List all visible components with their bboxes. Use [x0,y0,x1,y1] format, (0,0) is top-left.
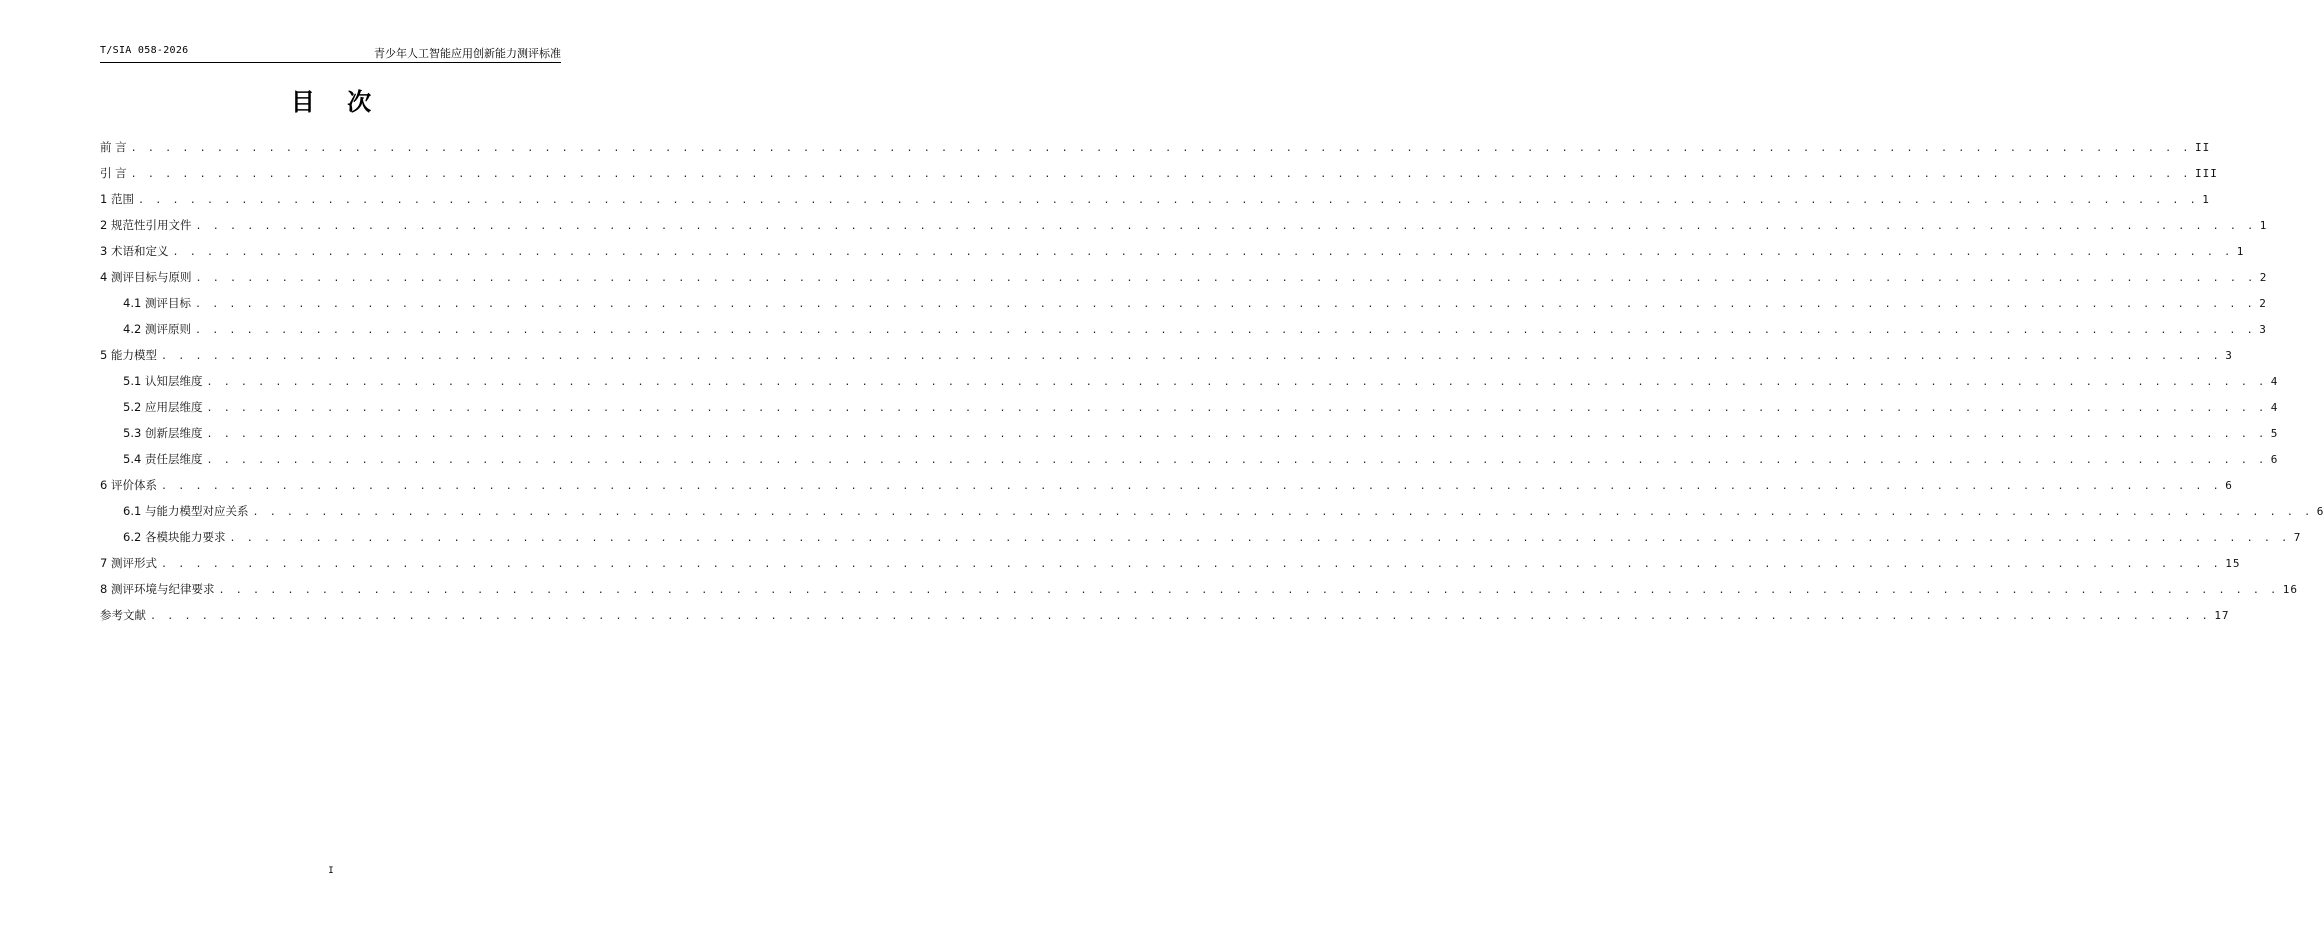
toc-entry-label: 5.4 责任层维度 [123,452,203,466]
page-header [100,44,561,63]
toc-entry-label: 5.2 应用层维度 [123,400,203,414]
toc-entry-label: 6 评价体系 [100,478,157,492]
toc-entry-label: 2 规范性引用文件 [100,218,192,232]
toc-entry-page: 5 [2270,427,2279,440]
toc-entry-label: 5 能力模型 [100,348,157,362]
toc-dot-leader: . . . . . . . . . . . . . . . . . . . . . . . . . . . . . . . . . . . . . . . . . . . . . . . . . . . . . . . . . . . . . . . . . . . . . . . . . . . . . . . . . . . . . . . . . . . . . . . . . . . . . . . . . . . . . . . . . . . . . . . . [160,559,2222,570]
toc-entry-label: 前 言 [100,140,127,154]
standard-title: 青少年人工智能应用创新能力测评标准 [374,47,561,60]
toc-dot-leader: . . . . . . . . . . . . . . . . . . . . . . . . . . . . . . . . . . . . . . . . . . . . . . . . . . . . . . . . . . . . . . . . . . . . . . . . . . . . . . . . . . . . . . . . . . . . . . . . . . . . . . . . . . . . . . . . . . . . . . . . [194,299,2256,310]
toc-entry[interactable] [100,550,2241,576]
toc-entry[interactable] [100,472,2233,498]
toc-entry-label: 6.1 与能力模型对应关系 [123,504,249,518]
toc-entry[interactable] [100,238,2245,264]
toc-dot-leader: . . . . . . . . . . . . . . . . . . . . . . . . . . . . . . . . . . . . . . . . . . . . . . . . . . . . . . . . . . . . . . . . . . . . . . . . . . . . . . . . . . . . . . . . . . . . . . . . . . . . . . . . . . . . . . . . . . . . . . . . [150,611,2211,622]
toc-dot-leader: . . . . . . . . . . . . . . . . . . . . . . . . . . . . . . . . . . . . . . . . . . . . . . . . . . . . . . . . . . . . . . . . . . . . . . . . . . . . . . . . . . . . . . . . . . . . . . . . . . . . . . . . . . . . . . . . . . . . . . . . [195,273,2256,284]
toc-entry[interactable] [100,264,2268,290]
toc-title: 目 次 [290,88,384,116]
toc-entry[interactable] [100,212,2268,238]
toc-dot-leader: . . . . . . . . . . . . . . . . . . . . . . . . . . . . . . . . . . . . . . . . . . . . . . . . . . . . . . . . . . . . . . . . . . . . . . . . . . . . . . . . . . . . . . . . . . . . . . . . . . . . . . . . . . . . . . . . . . . . . . . . [160,481,2222,492]
toc-entry[interactable] [100,342,2233,368]
toc-entry-page: 3 [2259,323,2267,336]
standard-code: T/SIA 058-2026 [100,45,189,56]
toc-entry-label: 引 言 [100,166,127,180]
toc-entry[interactable] [100,368,2279,394]
page-number: I [328,866,334,876]
toc-dot-leader: . . . . . . . . . . . . . . . . . . . . . . . . . . . . . . . . . . . . . . . . . . . . . . . . . . . . . . . . . . . . . . . . . . . . . . . . . . . . . . . . . . . . . . . . . . . . . . . . . . . . . . . . . . . . . . . . . . . . . . . . [206,429,2267,440]
toc-entry-page: 1 [2259,219,2268,232]
toc-entry-label: 3 术语和定义 [100,244,169,258]
toc-dot-leader: . . . . . . . . . . . . . . . . . . . . . . . . . . . . . . . . . . . . . . . . . . . . . . . . . . . . . . . . . . . . . . . . . . . . . . . . . . . . . . . . . . . . . . . . . . . . . . . . . . . . . . . . . . . . . . . . . . . . . . . . [195,221,2256,232]
toc-dot-leader: . . . . . . . . . . . . . . . . . . . . . . . . . . . . . . . . . . . . . . . . . . . . . . . . . . . . . . . . . . . . . . . . . . . . . . . . . . . . . . . . . . . . . . . . . . . . . . . . . . . . . . . . . . . . . . . . . . . . . . . . [229,533,2290,544]
toc-entry-page: 2 [2259,297,2267,310]
toc-entry[interactable] [100,446,2279,472]
toc-entry-label: 参考文献 [100,608,146,622]
toc-entry-page: 15 [2225,557,2241,570]
table-of-contents [100,134,2324,628]
toc-entry-page: 1 [2202,193,2210,206]
toc-entry-page: 6 [2225,479,2233,492]
toc-dot-leader: . . . . . . . . . . . . . . . . . . . . . . . . . . . . . . . . . . . . . . . . . . . . . . . . . . . . . . . . . . . . . . . . . . . . . . . . . . . . . . . . . . . . . . . . . . . . . . . . . . . . . . . . . . . . . . . . . . . . . . . . [130,169,2191,180]
toc-entry-page: 6 [2316,505,2324,518]
toc-dot-leader: . . . . . . . . . . . . . . . . . . . . . . . . . . . . . . . . . . . . . . . . . . . . . . . . . . . . . . . . . . . . . . . . . . . . . . . . . . . . . . . . . . . . . . . . . . . . . . . . . . . . . . . . . . . . . . . . . . . . . . . . [218,585,2279,596]
toc-dot-leader: . . . . . . . . . . . . . . . . . . . . . . . . . . . . . . . . . . . . . . . . . . . . . . . . . . . . . . . . . . . . . . . . . . . . . . . . . . . . . . . . . . . . . . . . . . . . . . . . . . . . . . . . . . . . . . . . . . . . . . . . [206,377,2267,388]
toc-entry[interactable] [100,316,2267,342]
toc-entry-label: 4 测评目标与原则 [100,270,192,284]
toc-entry-label: 4.1 测评目标 [123,296,191,310]
toc-dot-leader: . . . . . . . . . . . . . . . . . . . . . . . . . . . . . . . . . . . . . . . . . . . . . . . . . . . . . . . . . . . . . . . . . . . . . . . . . . . . . . . . . . . . . . . . . . . . . . . . . . . . . . . . . . . . . . . . . . . . . . . . [160,351,2222,362]
toc-entry-page: II [2194,141,2211,154]
toc-entry-page: 6 [2270,453,2279,466]
toc-dot-leader: . . . . . . . . . . . . . . . . . . . . . . . . . . . . . . . . . . . . . . . . . . . . . . . . . . . . . . . . . . . . . . . . . . . . . . . . . . . . . . . . . . . . . . . . . . . . . . . . . . . . . . . . . . . . . . . . . . . . . . . . [194,325,2256,336]
toc-entry[interactable] [100,498,2324,524]
toc-dot-leader: . . . . . . . . . . . . . . . . . . . . . . . . . . . . . . . . . . . . . . . . . . . . . . . . . . . . . . . . . . . . . . . . . . . . . . . . . . . . . . . . . . . . . . . . . . . . . . . . . . . . . . . . . . . . . . . . . . . . . . . . [252,507,2313,518]
toc-entry-page: III [2194,167,2218,180]
toc-dot-leader: . . . . . . . . . . . . . . . . . . . . . . . . . . . . . . . . . . . . . . . . . . . . . . . . . . . . . . . . . . . . . . . . . . . . . . . . . . . . . . . . . . . . . . . . . . . . . . . . . . . . . . . . . . . . . . . . . . . . . . . . [130,143,2191,154]
toc-entry-label: 5.3 创新层维度 [123,426,203,440]
toc-entry[interactable] [100,602,2230,628]
toc-entry[interactable] [100,160,2218,186]
toc-dot-leader: . . . . . . . . . . . . . . . . . . . . . . . . . . . . . . . . . . . . . . . . . . . . . . . . . . . . . . . . . . . . . . . . . . . . . . . . . . . . . . . . . . . . . . . . . . . . . . . . . . . . . . . . . . . . . . . . . . . . . . . . [206,403,2267,414]
toc-entry[interactable] [100,524,2302,550]
toc-entry-label: 1 范围 [100,192,134,206]
toc-entry[interactable] [100,186,2210,212]
toc-entry-page: 4 [2270,375,2279,388]
toc-entry-page: 1 [2236,245,2245,258]
toc-entry-page: 7 [2293,531,2302,544]
toc-entry-page: 17 [2214,609,2230,622]
toc-entry-label: 6.2 各模块能力要求 [123,530,226,544]
toc-entry-label: 5.1 认知层维度 [123,374,203,388]
toc-entry-page: 16 [2282,583,2299,596]
toc-dot-leader: . . . . . . . . . . . . . . . . . . . . . . . . . . . . . . . . . . . . . . . . . . . . . . . . . . . . . . . . . . . . . . . . . . . . . . . . . . . . . . . . . . . . . . . . . . . . . . . . . . . . . . . . . . . . . . . . . . . . . . . . [206,455,2267,466]
toc-entry-label: 8 测评环境与纪律要求 [100,582,215,596]
toc-entry-page: 3 [2225,349,2233,362]
toc-entry-page: 2 [2259,271,2268,284]
toc-entry[interactable] [100,394,2279,420]
toc-dot-leader: . . . . . . . . . . . . . . . . . . . . . . . . . . . . . . . . . . . . . . . . . . . . . . . . . . . . . . . . . . . . . . . . . . . . . . . . . . . . . . . . . . . . . . . . . . . . . . . . . . . . . . . . . . . . . . . . . . . . . . . . [137,195,2199,206]
toc-entry[interactable] [100,420,2279,446]
toc-entry-label: 4.2 测评原则 [123,322,191,336]
toc-entry[interactable] [100,290,2267,316]
toc-entry-page: 4 [2270,401,2279,414]
toc-dot-leader: . . . . . . . . . . . . . . . . . . . . . . . . . . . . . . . . . . . . . . . . . . . . . . . . . . . . . . . . . . . . . . . . . . . . . . . . . . . . . . . . . . . . . . . . . . . . . . . . . . . . . . . . . . . . . . . . . . . . . . . . [172,247,2233,258]
toc-entry[interactable] [100,134,2211,160]
toc-entry-label: 7 测评形式 [100,556,157,570]
toc-entry[interactable] [100,576,2299,602]
